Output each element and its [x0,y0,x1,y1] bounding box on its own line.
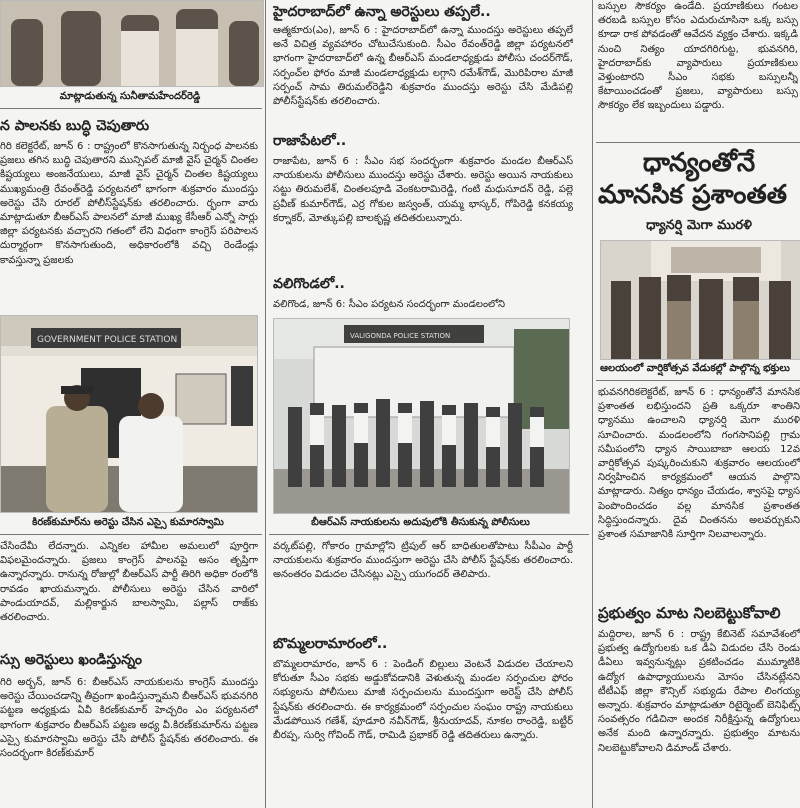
left-paragraph-3 [0,676,258,808]
right-paragraph-top [598,0,798,140]
left-headline-2: స్సు అరెస్టులు ఖండిస్తున్నం [0,652,143,668]
police-station-photo [1,316,257,512]
left-paragraph-1 [0,140,258,310]
middle-headline-2: రాజాపేటలో.. [273,133,347,149]
paragraph-text: గిరి కలెక్టరేట్‌, జూన్‌ 6 : రాష్ట్రంలో కొనసాగుతున్న నిర్బంధ పాలనకు ప్రజలు తగిన బుద్ధి చెపుతారని మున్సిపల్‌ మాజీ వైస్‌ చైర్మన్‌ చింతల కిష్టయ్యలు అంజనేయులు, మాజీ వైస్‌ చైర్మన్‌ చింతల కిష్టయ్యలు ముఖ్యమంత్రి రేవంత్‌రెడ్డి పర్యటనలో భాగంగా శుక్రవారం ముందస్తు అరెస్టు చేసి రూరల్‌ పోలీస్‌స్టేషన్‌కు తరలించారు. ర్భంగా వారు మాట్లాడుతూ బీఆర్‌ఎస్‌ పాలనలో మాజీ ముఖ్య కేసీఆర్‌ ఎన్నో సార్లు జిల్లా పర్యటనకు వచ్చారని గతంలో లేని విధంగా కాంగ్రెస్‌ పరిపాలన దుర్మార్గంగా కొనసాగుతుంది, అధికారంలోకి వచ్చి రెండేండ్లు కావస్తున్నా ప్రజలకు [0,141,258,266]
top-left-photo [0,0,264,87]
divider [269,534,589,535]
paragraph-text: బస్సుల సౌకర్యం ఉండేది. ప్రయాణికులు గంటల తరబడి బస్సుల కోసం ఎదురుచూసినా ఒక్క బస్సు కూడా రాక పోవడంతో ఆవేదన వ్యక్తం చేశారు. ఇక్కడి నుంచి నిత్యం యాదగిరిగుట్ట, భువనగిరి, హైదరాబాద్‌కు వ్యాపారులు ప్రయాణికులు వెళ్తుంటారని సీఎం సభకు బస్సులన్నీ కేటాయించడంతో ప్రజలు, వ్యాపారులు బస్సు సౌకర్యం లేక ఇబ్బందులు పడ్డారు. [598,1,798,112]
middle-photo-caption: బీఆర్‌ఎస్‌ నాయకులను అదుపులోకి తీసుకున్న పోలీసులు [311,517,530,528]
middle-headline-3: వలిగొండలో.. [273,276,345,292]
middle-headline-4: బొమ్మలరామారంలో.. [273,636,388,652]
column-rule [265,0,266,808]
left-headline-1: న పాలనకు బుద్ధి చెపుతారు [0,118,150,134]
middle-paragraph-5 [273,658,573,808]
divider [596,142,800,143]
middle-paragraph-2 [273,155,573,267]
middle-group-photo [273,318,570,514]
right-temple-photo [600,240,800,360]
divider [0,534,262,535]
sign-text: VALIGONDA POLICE STATION [350,332,451,340]
valigonda-station-photo [274,319,569,513]
people-group-photo [1,1,263,86]
paragraph-text: చేసిందేమీ లేదన్నారు. ఎన్నికల హామీల అమలులో పూర్తిగా విఫలమైందన్నారు. ప్రజలు కాంగ్రెస్‌ పాలనపై అసం తృప్తిగా ఉన్నారన్నారు. రానున్న రోజుల్లో బీఆర్‌ఎస్‌ పార్టీ తిరిగి అధికా రంలోకి రావడం ఖాయమన్నారు. పోలీసులు అరెస్టు చేసిన వారిలో పాండుయాదవ్‌, మల్లికార్జున బాలస్వామి, పల్లాస్‌ రాజ్‌కు తరలించారు. [0,541,258,624]
left-paragraph-2 [0,540,258,638]
temple-celebration-photo [601,241,800,359]
paragraph-text: ఆత్మకూరు(ఎం), జూన్‌ 6 : హైదరాబాద్‌లో ఉన్నా ముందస్తు అరెస్టులు తప్పలే అనే విచిత్ర వ్యవహారం చోటుచేసుకుంది. సీఎం రేవంత్‌రెడ్డి జిల్లా పర్యటనలో భాగంగా హైదరాబాద్‌లో ఉన్న బీఆర్‌ఎస్‌ మండలాధ్యక్షుడు పోలీసు చందర్‌గౌడ్‌, సర్పంచ్‌ల ఫోరం మాజీ మండలాధ్యక్షుడు లగ్గాని రమేశ్‌గౌడ్‌, మొరిపిరాల మాజీ సర్పంచ్‌ సామ తిరుమల్‌రెడ్డిని శుక్రవారం ముందస్తు అరెస్టు చేసి మేడిపల్లి పోలీస్‌స్టేషన్‌కు తరలించారు. [273,25,573,108]
paragraph-text: రాజాపేట, జూన్‌ 6 : సీఎం సభ సందర్భంగా శుక్రవారం మండల బీఆర్‌ఎస్‌ నాయకులను పోలీసులు ముందస్తు అరెస్టు చేశారు. అరెస్టు అయిన నాయకులు సట్టు తిరుమలేశ్‌, చింతలపూడి వెంకటరామిరెడ్డి, గంటి మధుసూదన్‌ రెడ్డి, పల్లె ప్రవీణ్‌ కుమార్‌గౌడ్‌, ఎర్ర గోకుల జస్వంత్‌, యమ్మ భాస్కర్‌, గోపిరెడ్డి కనకయ్య కర్నాకర్‌, మోత్కుపల్లి బాలకృష్ణ తదితరులున్నారు. [273,156,573,224]
right-headline-1-line2: మానసిక ప్రశాంతత [598,180,787,210]
column-rule [592,0,593,808]
middle-paragraph-4 [273,540,573,624]
paragraph-text: వర్కట్‌పల్లి, గోకారం గ్రామాల్లోని ట్రిపుల్‌ ఆర్‌ బాధితులతోపాటు సీపీఎం పార్టీ నాయకులను శుక్రవారం ముందస్తుగా అరెస్టు చేసి పోలీస్‌ స్టేషన్‌కు తరలించారు. అనంతరం విడుదల చేసినట్లు ఎస్సై యుగందర్‌ తెలిపారు. [273,541,573,581]
middle-paragraph-1 [273,24,573,124]
right-photo-caption: ఆలయంలో వార్షికోత్సవ వేడుకల్లో పాల్గొన్న భక్తులు [600,363,790,374]
right-headline-1-line1: ధాన్యంతోనే [642,148,756,178]
paragraph-text: బొమ్మలరామారం, జూన్‌ 6 : పెండింగ్‌ బిల్లులు వెంటనే విడుదల చేయాలని కోరుతూ సీఎం సభకు అడ్డుకోవడానికి వెళుతున్న మండల సర్పంచుల ఫోరం సభ్యులను పోలీసులు మాజీ సర్పంచులను ముందస్తుగా అరెస్ట్‌ చేసి పోలీస్‌ స్టేషన్‌కు తరలించారు. ఈ కార్యక్రమంలో సర్పంచుల సంఘం రాష్ట్ర నాయకులు మేడపోయిన గణేశ్‌, పూడూరి నవీన్‌గౌడ్‌, శ్రీనుయాదవ్‌, నూకల రాంరెడ్డి, బట్టీర్‌ బీరప్ప, సుర్వి గోవింద్‌ గౌడ్‌, రామిడి ప్రభాకర్‌ రెడ్డి తదితరులు ఉన్నారు. [273,659,573,742]
paragraph-text: గిరి అర్బన్‌, జూన్‌ 6: బీఆర్‌ఎస్‌ నాయకులను కాంగ్రెస్‌ ముందస్తు అరెస్టు చేయించడాన్ని తీవ్రంగా ఖండిస్తున్నామని బీఆర్‌ఎస్‌ భువనగిరి పట్టణ అధ్యక్షుడు ఏవీ కిరణ్‌కుమార్‌ హెచ్చరిం ఎం పర్యటనలో భాగంగా శుక్రవారం బీఆర్‌ఎస్‌ పట్టణ అధ్య వీ.కిరణ్‌కుమార్‌ను పట్టణ ఎస్సై కుమారస్వామి అరెస్టు చేసి పోలీస్‌ స్టేషన్‌కు తరలించారు. ఈ సందర్భంగా కిరణ్‌కుమార్‌ [0,677,258,760]
middle-paragraph-3 [273,298,573,314]
right-paragraph-1 [598,386,800,586]
paragraph-text: వలిగొండ, జూన్‌ 6: సీఎం పర్యటన సందర్భంగా మండలంలోని [273,299,506,310]
sign-text: GOVERNMENT POLICE STATION [37,335,178,345]
right-headline-2: ప్రభుత్వం మాట నిలబెట్టుకోవాలి [598,604,781,622]
middle-headline-1: హైదరాబాద్‌లో ఉన్నా అరెస్టులు తప్పలే.. [273,4,491,20]
left-photo-caption: కిరణ్‌కుమార్‌ను అరెస్టు చేసిన ఎస్సై కుమారస్వామి [32,517,224,528]
divider [596,380,800,381]
paragraph-text: మద్దిరాల, జూన్‌ 6 : రాష్ట్ర కేబినెట్‌ సమావేశంలో ప్రభుత్వ ఉద్యోగులకు ఒక డీఏ విడుదల చేసి రెండు డీఏలు ఇవ్వనున్నట్లు ప్రకటించడం ముమ్మాటికి ఉద్యోగ ఉపాధ్యాయులను మోసం చేసినట్లేనని టీటీఎఫ్‌ జిల్లా కౌన్సిల్‌ సభ్యుడు రేపాల లింగయ్య అన్నారు. శుక్రవారం మాట్లాడుతూ రిటైర్మెంట్‌ బెనిఫిట్స్‌ సంవత్సరం గడిచినా అందక నిరీక్షిస్తున్న ఉద్యోగులు అనేక మంది ఉన్నారన్నారు. ప్రభుత్వం మాటను నిలబెట్టుకోవాలని డిమాండ్‌ చేశారు. [598,629,800,754]
paragraph-text: భువనగిరికలెక్టరేట్‌, జూన్‌ 6 : ధాన్యంతోనే మానసిక ప్రశాంతత లభిస్తుందని ప్రతి ఒక్కరూ శాంతిని ధ్యానము ఉంచాలని ధ్యానర్షి మెగా మురళి సూచించారు. మండలంలోని గంగసానిపల్లి గ్రామ సమీపంలోని ధ్యాన సాయిబాబా ఆలయ 12వ వార్షికోత్సవ పుష్కరించుకుని శుక్రవారం ఆలయంలో నిర్వహించిన కార్యక్రమంలో ఆయన పాల్గొని మాట్లాడారు. నిత్యం ధాన్యం చేయడం, శ్వాసపై ధ్యాస పెంపొందించడం వల్ల మానసిక ప్రశాంతత సిద్ధిస్తుందన్నారు. దైవ చింతనను అలవర్చుకుని ప్రశాంత సమాజానికి సూర్తిగా నిలవాలన్నారు. [598,387,800,541]
top-left-caption: మాట్లాడుతున్న సునీతామహేందర్‌రెడ్డి [59,91,201,102]
right-byline: ధ్యానర్షి మెగా మురళి [646,218,752,233]
divider [0,108,262,109]
left-police-photo [0,315,258,513]
right-paragraph-2 [598,628,800,808]
